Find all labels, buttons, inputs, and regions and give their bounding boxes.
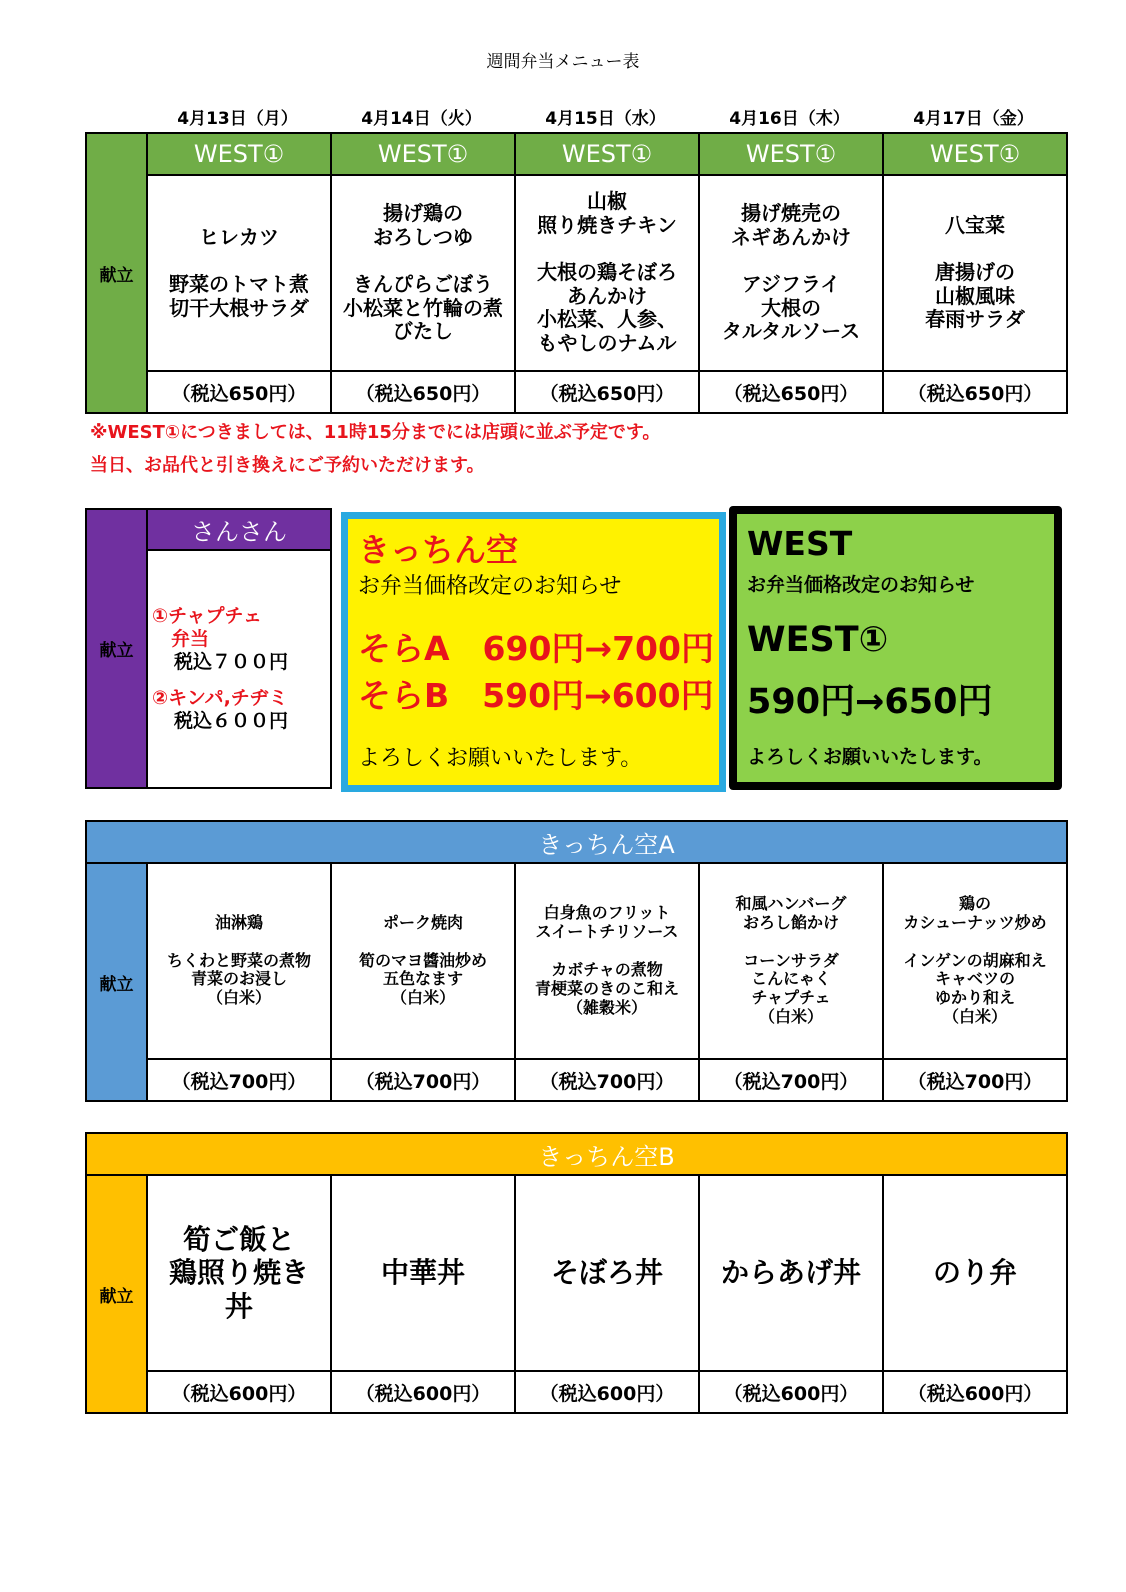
west-price-tue: （税込650円）	[331, 371, 515, 413]
west-dish-mon: ヒレカツ 野菜のトマト煮 切干大根サラダ	[147, 175, 331, 371]
kitchen-b-menu-table	[85, 1132, 1068, 1414]
west-price-notice	[729, 506, 1062, 790]
kitchen-a-price-thu: （税込700円）	[699, 1059, 883, 1101]
west-notice-line1: ※WEST①につきましては、11時15分までには店頭に並ぶ予定です。	[90, 422, 661, 443]
kitchen-b-row-label: 献立	[86, 1175, 147, 1413]
sora-notice-title: きっちん空	[358, 531, 519, 569]
kitchen-b-price-tue: （税込600円）	[331, 1371, 515, 1413]
kitchen-b-price-wed: （税込600円）	[515, 1371, 699, 1413]
sora-notice-line-a: そらA 690円→700円	[358, 629, 714, 668]
sansan-item1-price: 税込７００円	[174, 650, 289, 673]
kitchen-a-header: きっちん空A	[147, 821, 1067, 863]
west-notice-subtitle: お弁当価格改定のお知らせ	[747, 574, 975, 596]
west-notice-closing: よろしくお願いいたします。	[747, 746, 993, 768]
west-row-label: 献立	[86, 133, 147, 413]
west-dish-thu: 揚げ焼売の ネギあんかけ アジフライ 大根の タルタルソース	[699, 175, 883, 371]
west-header-thu: WEST①	[699, 133, 883, 175]
west-price-thu: （税込650円）	[699, 371, 883, 413]
kitchen-b-dish-thu: からあげ丼	[699, 1175, 883, 1371]
west-notice-line2: 当日、お品代と引き換えにご予約いただけます。	[90, 455, 485, 476]
west-notice-title: WEST	[747, 524, 853, 563]
sansan-item2-name: ②キンパ,チヂミ	[152, 687, 288, 710]
kitchen-b-price-fri: （税込600円）	[883, 1371, 1067, 1413]
sora-notice-closing: よろしくお願いいたします。	[358, 746, 643, 771]
kitchen-a-dish-thu: 和風ハンバーグ おろし餡かけ コーンサラダ こんにゃく チャプチェ （白米）	[699, 863, 883, 1059]
kitchen-a-dish-fri: 鶏の カシューナッツ炒め インゲンの胡麻和え キャベツの ゆかり和え （白米）	[883, 863, 1067, 1059]
kitchen-b-dish-tue: 中華丼	[331, 1175, 515, 1371]
kitchen-b-dish-mon: 筍ご飯と 鶏照り焼き 丼	[147, 1175, 331, 1371]
date-thu: 4月16日（木）	[729, 109, 850, 129]
date-wed: 4月15日（水）	[545, 109, 666, 129]
sansan-item1-name: ①チャプチェ 弁当	[152, 605, 262, 650]
west-dish-tue: 揚げ鶏の おろしつゆ きんぴらごぼう 小松菜と竹輪の煮 びたし	[331, 175, 515, 371]
sora-price-notice	[341, 512, 726, 792]
kitchen-b-header: きっちん空B	[147, 1133, 1067, 1175]
kitchen-b-dish-fri: のり弁	[883, 1175, 1067, 1371]
sansan-header: さんさん	[147, 509, 331, 550]
west-header-wed: WEST①	[515, 133, 699, 175]
west-price-fri: （税込650円）	[883, 371, 1067, 413]
sansan-row-label: 献立	[86, 509, 147, 788]
date-mon: 4月13日（月）	[177, 109, 298, 129]
sansan-menu-table	[85, 508, 332, 789]
west-dish-fri: 八宝菜 唐揚げの 山椒風味 春雨サラダ	[883, 175, 1067, 371]
kitchen-a-dish-tue: ポーク焼肉 筍のマヨ醬油炒め 五色なます （白米）	[331, 863, 515, 1059]
west-price-mon: （税込650円）	[147, 371, 331, 413]
west-header-fri: WEST①	[883, 133, 1067, 175]
date-tue: 4月14日（火）	[361, 109, 482, 129]
west-dish-wed: 山椒 照り焼きチキン 大根の鶏そぼろ あんかけ 小松菜、人参、 もやしのナムル	[515, 175, 699, 371]
page-title: 週間弁当メニュー表	[486, 52, 640, 72]
sora-notice-subtitle: お弁当価格改定のお知らせ	[358, 574, 622, 599]
west-price-wed: （税込650円）	[515, 371, 699, 413]
sansan-item2-price: 税込６００円	[174, 710, 289, 733]
kitchen-a-dish-mon: 油淋鶏 ちくわと野菜の煮物 青菜のお浸し （白米）	[147, 863, 331, 1059]
west-header-mon: WEST①	[147, 133, 331, 175]
sora-notice-line-b: そらB 590円→600円	[358, 676, 714, 715]
kitchen-b-corner	[86, 1133, 147, 1175]
kitchen-a-dish-wed: 白身魚のフリット スイートチリソース カボチャの煮物 青梗菜のきのこ和え （雑穀米）	[515, 863, 699, 1059]
kitchen-b-price-mon: （税込600円）	[147, 1371, 331, 1413]
kitchen-b-price-thu: （税込600円）	[699, 1371, 883, 1413]
kitchen-a-menu-table	[85, 820, 1068, 1102]
kitchen-a-price-tue: （税込700円）	[331, 1059, 515, 1101]
west-header-tue: WEST①	[331, 133, 515, 175]
kitchen-a-price-wed: （税込700円）	[515, 1059, 699, 1101]
kitchen-a-price-mon: （税込700円）	[147, 1059, 331, 1101]
west-menu-table	[85, 132, 1068, 414]
west-notice-price-change: 590円→650円	[747, 682, 993, 722]
kitchen-b-dish-wed: そぼろ丼	[515, 1175, 699, 1371]
kitchen-a-corner	[86, 821, 147, 863]
date-fri: 4月17日（金）	[913, 109, 1034, 129]
sansan-items	[147, 550, 331, 788]
kitchen-a-row-label: 献立	[86, 863, 147, 1101]
kitchen-a-price-fri: （税込700円）	[883, 1059, 1067, 1101]
west-notice-item: WEST①	[747, 620, 889, 660]
